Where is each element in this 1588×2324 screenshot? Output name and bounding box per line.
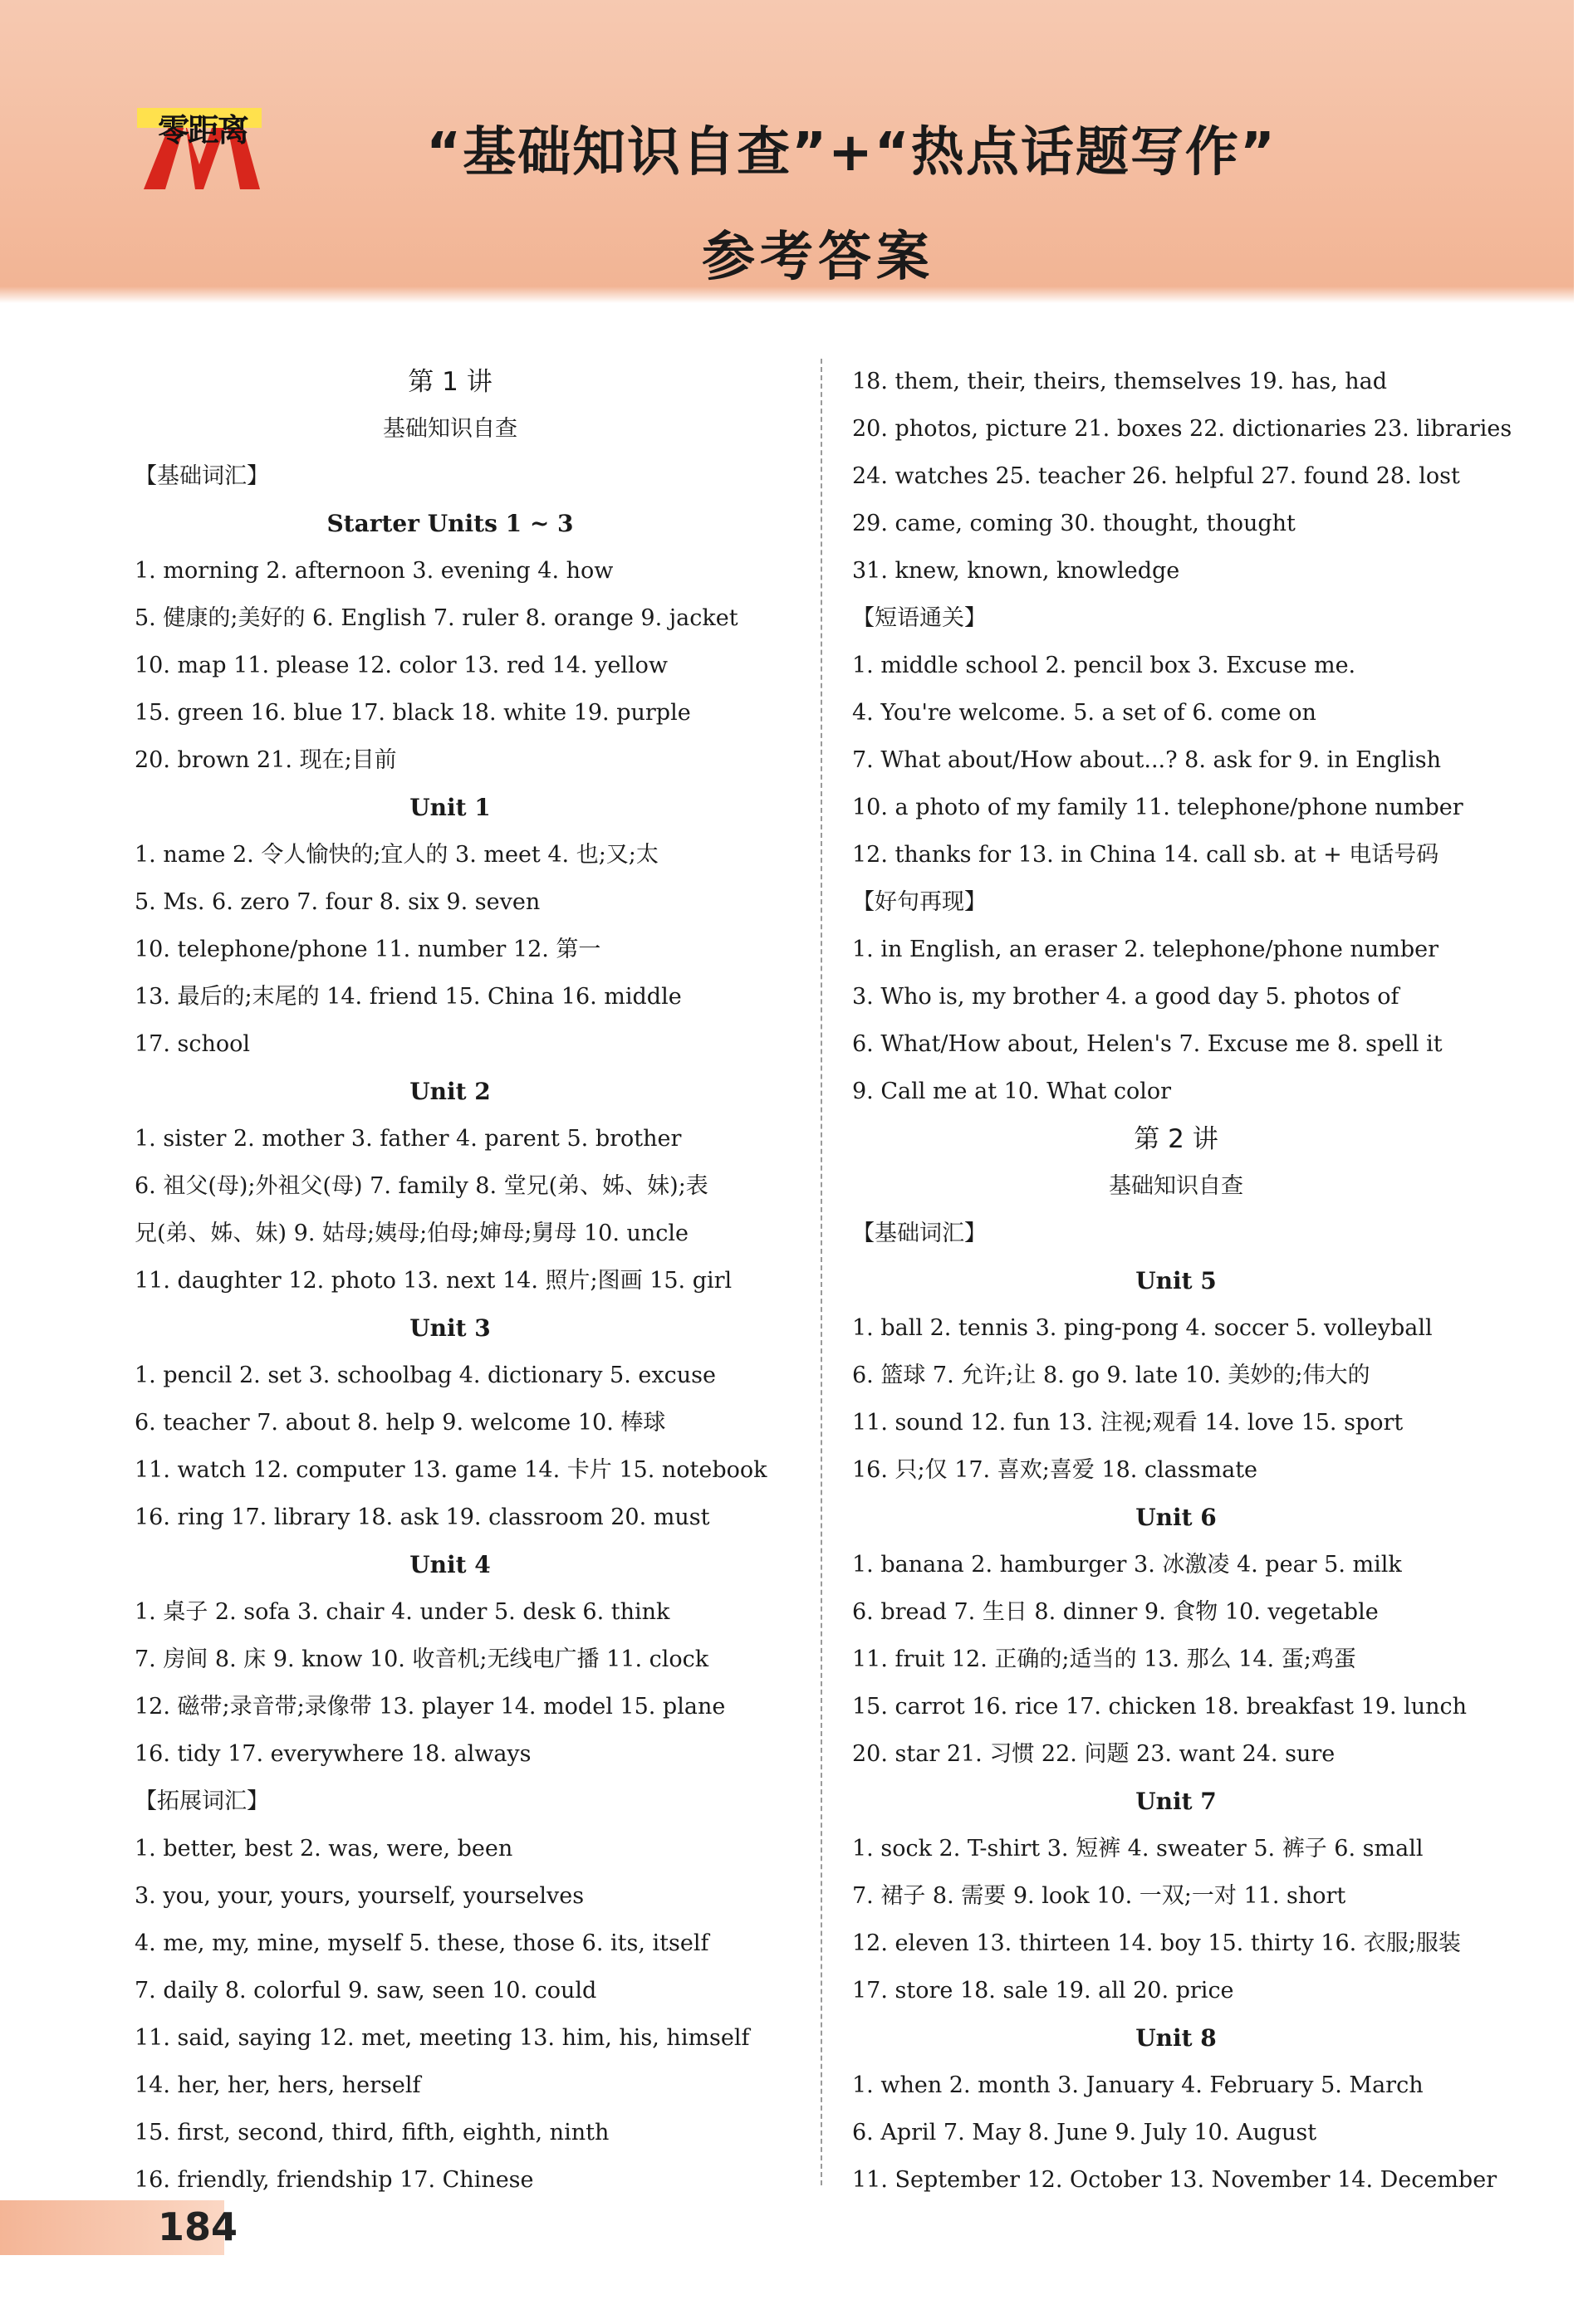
- answer-line: 11. said, saying 12. met, meeting 13. him, his, himself: [135, 2025, 750, 2051]
- answer-line: 15. first, second, third, fifth, eighth, ninth: [135, 2120, 610, 2145]
- answer-line: 7. What about/How about...? 8. ask for 9. in English: [852, 747, 1441, 773]
- answer-line: 1. morning 2. afternoon 3. evening 4. how: [135, 558, 614, 584]
- answer-line: 20. photos, picture 21. boxes 22. dictionaries 23. libraries: [852, 416, 1512, 442]
- unit-heading: Starter Units 1 ~ 3: [326, 510, 574, 537]
- answer-line: 1. name 2. 令人愉快的;宜人的 3. meet 4. 也;又;太: [135, 842, 659, 868]
- answer-line: 20. brown 21. 现在;目前: [135, 747, 397, 773]
- brand-logo: [137, 90, 262, 198]
- answer-line: 12. 磁带;录音带;录像带 13. player 14. model 15. plane: [135, 1694, 726, 1720]
- page-title: “基础知识自查”+“热点话题写作”: [426, 122, 1277, 183]
- answer-line: 1. when 2. month 3. January 4. February 5. March: [852, 2072, 1424, 2098]
- answer-line: 4. me, my, mine, myself 5. these, those 6. its, itself: [135, 1930, 709, 1956]
- answer-line: 1. 桌子 2. sofa 3. chair 4. under 5. desk 6. think: [135, 1599, 670, 1625]
- section-subheading: 基础知识自查: [383, 416, 517, 442]
- unit-heading: Unit 2: [409, 1078, 491, 1105]
- right-column: [852, 365, 1512, 2211]
- answer-line: 11. September 12. October 13. November 14. December: [852, 2167, 1497, 2193]
- answer-line: 16. friendly, friendship 17. Chinese: [135, 2167, 534, 2193]
- left-column: [135, 365, 766, 2211]
- unit-heading: Unit 7: [1135, 1788, 1217, 1815]
- unit-heading: Unit 1: [409, 794, 491, 821]
- answer-line: 6. What/How about, Helen's 7. Excuse me 8. spell it: [852, 1031, 1443, 1057]
- answer-line: 7. daily 8. colorful 9. saw, seen 10. could: [135, 1978, 597, 2004]
- answer-line: 3. you, your, yours, yourself, yourselves: [135, 1883, 585, 1909]
- answer-line: 7. 裙子 8. 需要 9. look 10. 一双;一对 11. short: [852, 1883, 1346, 1909]
- page-subtitle: 参考答案: [702, 227, 934, 288]
- answer-line: 6. bread 7. 生日 8. dinner 9. 食物 10. vegetable: [852, 1599, 1379, 1625]
- answer-line: 1. sister 2. mother 3. father 4. parent 5. brother: [135, 1126, 682, 1152]
- answer-line: 29. came, coming 30. thought, thought: [852, 511, 1296, 536]
- answer-line: 10. map 11. please 12. color 13. red 14. yellow: [135, 653, 668, 678]
- answer-line: 11. daughter 12. photo 13. next 14. 照片;图画 15. girl: [135, 1268, 733, 1294]
- unit-heading: Unit 8: [1135, 2024, 1217, 2052]
- answer-line: 16. 只;仅 17. 喜欢;喜爱 18. classmate: [852, 1457, 1258, 1483]
- category-heading: 【短语通关】: [852, 605, 987, 631]
- unit-heading: Unit 3: [409, 1314, 491, 1342]
- lesson-heading: 第 2 讲: [1134, 1124, 1218, 1154]
- answer-line: 1. banana 2. hamburger 3. 冰激凌 4. pear 5. milk: [852, 1552, 1402, 1578]
- answer-line: 13. 最后的;末尾的 14. friend 15. China 16. middle: [135, 984, 682, 1010]
- category-heading: 【基础词汇】: [135, 463, 269, 489]
- answer-line: 5. Ms. 6. zero 7. four 8. six 9. seven: [135, 889, 541, 915]
- category-heading: 【基础词汇】: [852, 1221, 987, 1246]
- answer-line: 7. 房间 8. 床 9. know 10. 收音机;无线电广播 11. clock: [135, 1646, 709, 1672]
- answer-line: 15. carrot 16. rice 17. chicken 18. breakfast 19. lunch: [852, 1694, 1468, 1720]
- answer-line: 6. 祖父(母);外祖父(母) 7. family 8. 堂兄(弟、姊、妹);表: [135, 1173, 708, 1199]
- answer-line: 6. teacher 7. about 8. help 9. welcome 10. 棒球: [135, 1410, 666, 1436]
- answer-line: 11. fruit 12. 正确的;适当的 13. 那么 14. 蛋;鸡蛋: [852, 1646, 1356, 1672]
- answer-line: 24. watches 25. teacher 26. helpful 27. found 28. lost: [852, 463, 1460, 489]
- answer-line: 1. middle school 2. pencil box 3. Excuse me.: [852, 653, 1356, 678]
- answer-line: 10. a photo of my family 11. telephone/phone number: [852, 795, 1463, 820]
- unit-heading: Unit 4: [409, 1551, 491, 1578]
- answer-line: 16. tidy 17. everywhere 18. always: [135, 1741, 532, 1767]
- page-number: 184: [158, 2204, 238, 2249]
- answer-line: 4. You're welcome. 5. a set of 6. come on: [852, 700, 1316, 726]
- answer-line: 3. Who is, my brother 4. a good day 5. photos of: [852, 984, 1399, 1010]
- answer-line: 14. her, her, hers, herself: [135, 2072, 421, 2098]
- answer-line: 11. sound 12. fun 13. 注视;观看 14. love 15. sport: [852, 1410, 1404, 1436]
- answer-line: 兄(弟、姊、妹) 9. 姑母;姨母;伯母;婶母;舅母 10. uncle: [135, 1221, 689, 1246]
- answer-line: 15. green 16. blue 17. black 18. white 19. purple: [135, 700, 691, 726]
- answer-line: 16. ring 17. library 18. ask 19. classroom 20. must: [135, 1504, 710, 1530]
- answer-line: 17. school: [135, 1031, 251, 1057]
- answer-line: 12. eleven 13. thirteen 14. boy 15. thirty 16. 衣服;服装: [852, 1930, 1461, 1956]
- answer-line: 10. telephone/phone 11. number 12. 第一: [135, 937, 601, 962]
- answer-line: 5. 健康的;美好的 6. English 7. ruler 8. orange 9. jacket: [135, 605, 738, 631]
- section-subheading: 基础知识自查: [1109, 1173, 1243, 1199]
- column-divider: [821, 359, 822, 2185]
- answer-line: 20. star 21. 习惯 22. 问题 23. want 24. sure: [852, 1741, 1336, 1767]
- answer-line: 12. thanks for 13. in China 14. call sb. at + 电话号码: [852, 842, 1439, 868]
- category-heading: 【拓展词汇】: [135, 1788, 269, 1814]
- answer-line: 1. sock 2. T-shirt 3. 短裤 4. sweater 5. 裤子 6. small: [852, 1836, 1424, 1862]
- category-heading: 【好句再现】: [852, 889, 987, 915]
- answer-line: 1. in English, an eraser 2. telephone/phone number: [852, 937, 1439, 962]
- unit-heading: Unit 6: [1135, 1504, 1217, 1531]
- answer-line: 6. April 7. May 8. June 9. July 10. August: [852, 2120, 1317, 2145]
- answer-line: 1. pencil 2. set 3. schoolbag 4. dictionary 5. excuse: [135, 1363, 716, 1388]
- answer-line: 11. watch 12. computer 13. game 14. 卡片 15. notebook: [135, 1457, 767, 1483]
- answer-line: 9. Call me at 10. What color: [852, 1079, 1172, 1104]
- answer-line: 1. ball 2. tennis 3. ping-pong 4. soccer 5. volleyball: [852, 1315, 1433, 1341]
- answer-line: 31. knew, known, knowledge: [852, 558, 1180, 584]
- answer-line: 6. 篮球 7. 允许;让 8. go 9. late 10. 美妙的;伟大的: [852, 1363, 1370, 1388]
- answer-line: 1. better, best 2. was, were, been: [135, 1836, 513, 1862]
- answer-line: 18. them, their, theirs, themselves 19. has, had: [852, 369, 1388, 394]
- lesson-heading: 第 1 讲: [408, 367, 493, 397]
- unit-heading: Unit 5: [1135, 1267, 1217, 1294]
- answer-line: 17. store 18. sale 19. all 20. price: [852, 1978, 1234, 2004]
- logo-text: 零距离: [157, 112, 248, 149]
